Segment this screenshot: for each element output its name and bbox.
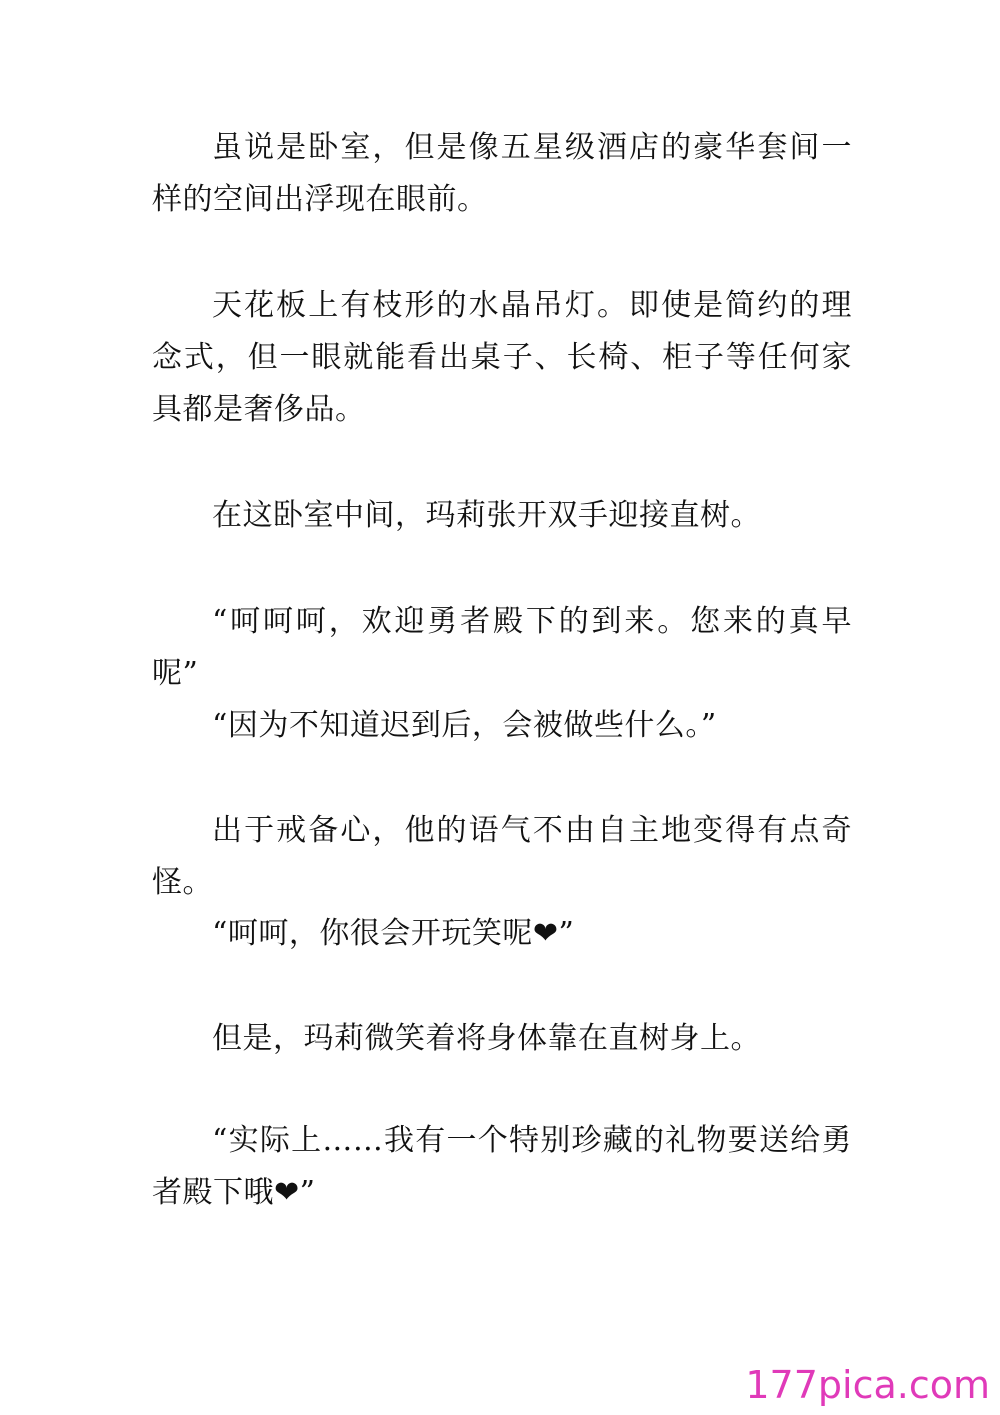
paragraph-3: 在这卧室中间，玛莉张开双手迎接直树。 (212, 498, 761, 533)
paragraph-9: “实际上……我有一个特别珍藏的礼物要送给勇者殿下哦❤” (152, 1123, 852, 1210)
watermark-text: 177pica.com (745, 1363, 990, 1407)
paragraph-1: 虽说是卧室，但是像五星级酒店的豪华套间一样的空间出浮现在眼前。 (152, 130, 852, 217)
paragraph-5: “因为不知道迟到后，会被做些什么。” (212, 708, 717, 743)
paragraph-7: “呵呵，你很会开玩笑呢❤” (212, 916, 575, 951)
paragraph-2: 天花板上有枝形的水晶吊灯。即使是简约的理念式，但一眼就能看出桌子、长椅、柜子等任何家具都是奢侈品。 (152, 288, 852, 427)
paragraph-6: 出于戒备心，他的语气不由自主地变得有点奇怪。 (152, 813, 852, 900)
paragraph-8: 但是，玛莉微笑着将身体靠在直树身上。 (212, 1021, 761, 1056)
paragraph-4: “呵呵呵，欢迎勇者殿下的到来。您来的真早呢” (152, 604, 852, 691)
